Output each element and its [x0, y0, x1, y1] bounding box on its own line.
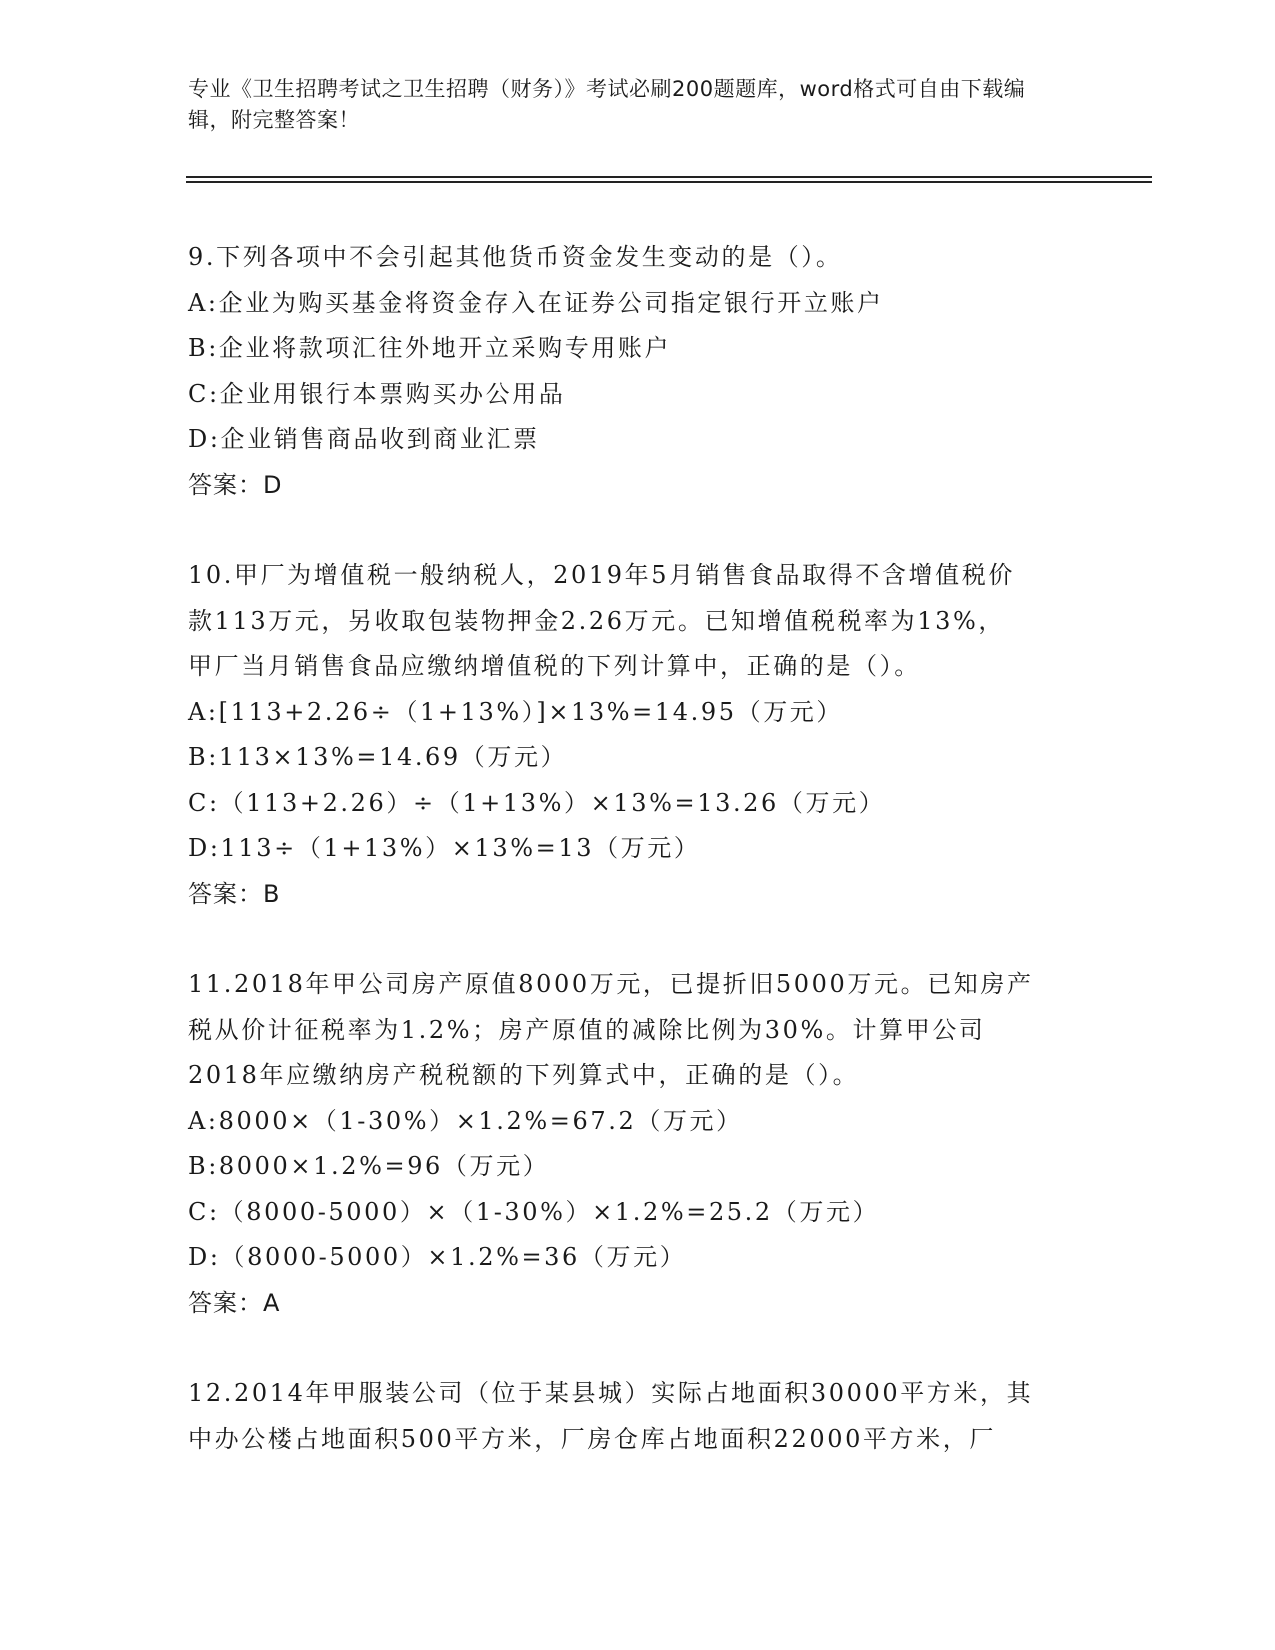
answer: 答案：D — [188, 470, 283, 499]
question-stem-line: 12.2014年甲服装公司（位于某县城）实际占地面积30000平方米，其 — [188, 1379, 1034, 1407]
question-11 — [188, 962, 1088, 1326]
question-stem-line: 9.下列各项中不会引起其他货币资金发生变动的是（）。 — [188, 243, 843, 271]
option-b: B:8000×1.2%=96（万元） — [188, 1152, 550, 1180]
document-header: 专业《卫生招聘考试之卫生招聘（财务）》考试必刷200题题库，word格式可自由下载编辑，附完整答案！ — [188, 77, 1026, 132]
option-d: D:113÷（1+13%）×13%=13（万元） — [188, 834, 701, 862]
document-body — [188, 235, 1088, 1507]
header-rule-top — [186, 176, 1152, 178]
answer: 答案：A — [188, 1288, 281, 1317]
answer: 答案：B — [188, 879, 281, 908]
option-a: A:企业为购买基金将资金存入在证券公司指定银行开立账户 — [188, 288, 884, 317]
option-b: B:113×13%=14.69（万元） — [188, 743, 568, 771]
question-stem-line: 2018年应缴纳房产税税额的下列算式中，正确的是（）。 — [188, 1061, 860, 1089]
question-9 — [188, 235, 1088, 508]
option-d: D:（8000-5000）×1.2%=36（万元） — [188, 1243, 687, 1271]
option-b: B:企业将款项汇往外地开立采购专用账户 — [188, 334, 672, 362]
option-c: C:企业用银行本票购买办公用品 — [188, 379, 566, 408]
question-stem-line: 甲厂当月销售食品应缴纳增值税的下列计算中，正确的是（）。 — [188, 652, 921, 680]
question-stem-line: 10.甲厂为增值税一般纳税人，2019年5月销售食品取得不含增值税价 — [188, 561, 1015, 589]
option-a: A:[113+2.26÷（1+13%）]×13%=14.95（万元） — [188, 697, 844, 726]
option-c: C:（113+2.26）÷（1+13%）×13%=13.26（万元） — [188, 788, 886, 817]
option-d: D:企业销售商品收到商业汇票 — [188, 425, 540, 453]
question-stem-line: 款113万元，另收取包装物押金2.26万元。已知增值税税率为13%， — [188, 606, 1005, 635]
header-rule-bottom — [186, 181, 1152, 183]
option-c: C:（8000-5000）×（1-30%）×1.2%=25.2（万元） — [188, 1197, 880, 1226]
question-stem-line: 中办公楼占地面积500平方米，厂房仓库占地面积22000平方米，厂 — [188, 1424, 996, 1453]
question-10 — [188, 553, 1088, 917]
question-12 — [188, 1371, 1088, 1462]
question-stem-line: 11.2018年甲公司房产原值8000万元，已提折旧5000万元。已知房产 — [188, 970, 1034, 998]
option-a: A:8000×（1-30%）×1.2%=67.2（万元） — [188, 1106, 743, 1135]
question-stem-line: 税从价计征税率为1.2%；房产原值的减除比例为30%。计算甲公司 — [188, 1015, 986, 1044]
